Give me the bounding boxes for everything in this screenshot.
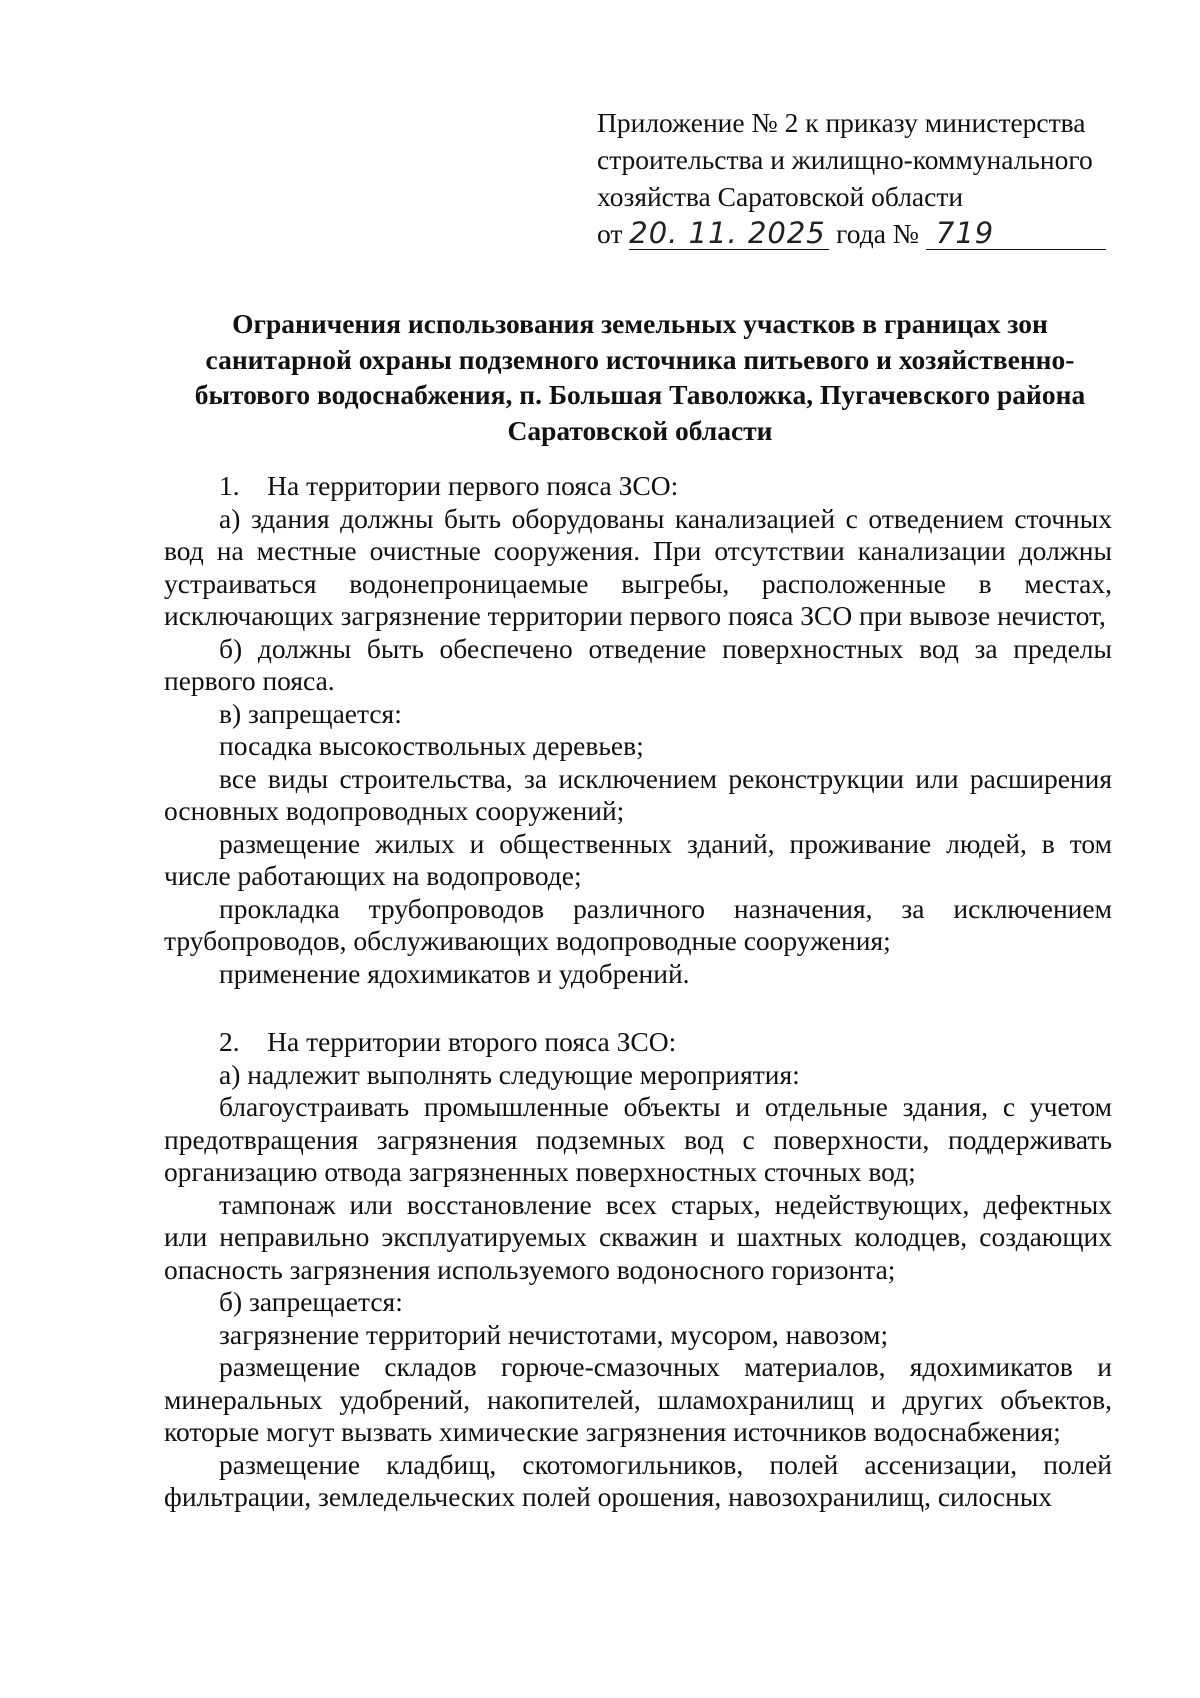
section-1-heading: 1. На территории первого пояса ЗСО:	[219, 470, 679, 501]
section-2-heading: 2. На территории второго пояса ЗСО:	[219, 1026, 677, 1057]
section-1-prohibition-1: посадка высокоствольных деревьев;	[219, 730, 644, 761]
title-line-3: бытового водоснабжения, п. Большая Таволожка, Пугачевского района	[194, 379, 1086, 410]
document-body	[164, 470, 1112, 1514]
section-1-item-b: б) должны быть обеспечено отведение поверхностных вод за пределы первого пояса.	[164, 632, 1112, 696]
document-title	[160, 306, 1120, 448]
header-date-line	[597, 215, 1117, 252]
title-line-1: Ограничения использования земельных участков в границах зон	[232, 308, 1048, 339]
year-number-label: года №	[836, 218, 920, 249]
section-1-item-a: а) здания должны быть оборудованы канализацией с отведением сточных вод на местные очистные сооружения. При отсутствии канализации должны устраиваться водонепроницаемые выгребы, расположенные в местах, исключающих загрязнение территории первого пояса ЗСО при вывозе нечистот,	[164, 502, 1112, 631]
section-2-measure-1: благоустраивать промышленные объекты и отдельные здания, с учетом предотвращения загрязнения подземных вод с поверхности, поддерживать организацию отвода загрязненных поверхностных сточных вод;	[164, 1091, 1112, 1187]
title-line-2: санитарной охраны подземного источника питьевого и хозяйственно-	[205, 343, 1075, 375]
handwritten-number: 719	[935, 216, 995, 250]
section-1-prohibition-4: прокладка трубопроводов различного назначения, за исключением трубопроводов, обслуживающих водопроводные сооружения;	[164, 892, 1112, 956]
section-1-prohibition-2: все виды строительства, за исключением реконструкции или расширения основных водопроводных сооружений;	[164, 762, 1112, 826]
section-2-prohibition-3: размещение кладбищ, скотомогильников, полей ассенизации, полей фильтрации, земледельческих полей орошения, навозохранилищ, силосных	[164, 1448, 1112, 1512]
section-spacer	[164, 990, 1112, 1026]
section-1-item-c: в) запрещается:	[219, 697, 402, 729]
number-field	[926, 218, 1106, 250]
section-1-prohibition-5: применение ядохимикатов и удобрений.	[219, 957, 690, 989]
section-1-prohibition-3: размещение жилых и общественных зданий, проживание людей, в том числе работающих на водопроводе;	[164, 827, 1112, 891]
section-2-item-a: а) надлежит выполнять следующие мероприятия:	[219, 1058, 800, 1090]
header-line-3: хозяйства Саратовской области	[597, 181, 964, 212]
from-label: от	[597, 218, 623, 249]
section-2-prohibition-2: размещение складов горюче-смазочных материалов, ядохимикатов и минеральных удобрений, накопителей, шламохранилищ и других объектов, которые могут вызвать химические загрязнения источников водоснабжения;	[164, 1351, 1112, 1447]
header-line-1: Приложение № 2 к приказу министерства	[597, 107, 1086, 138]
handwritten-date: 20. 11. 2025	[629, 216, 826, 250]
title-line-4: Саратовской области	[507, 414, 773, 446]
section-2-item-b: б) запрещается:	[219, 1286, 403, 1317]
date-field	[629, 218, 829, 250]
section-2-prohibition-1: загрязнение территорий нечистотами, мусором, навозом;	[219, 1318, 889, 1350]
header-line-2: строительства и жилищно-коммунального	[597, 144, 1093, 175]
appendix-header	[597, 104, 1117, 252]
section-2-measure-2: тампонаж или восстановление всех старых, недействующих, дефектных или неправильно эксплуатируемых скважин и шахтных колодцев, создающих опасность загрязнения используемого водоносного горизонта;	[164, 1188, 1112, 1285]
